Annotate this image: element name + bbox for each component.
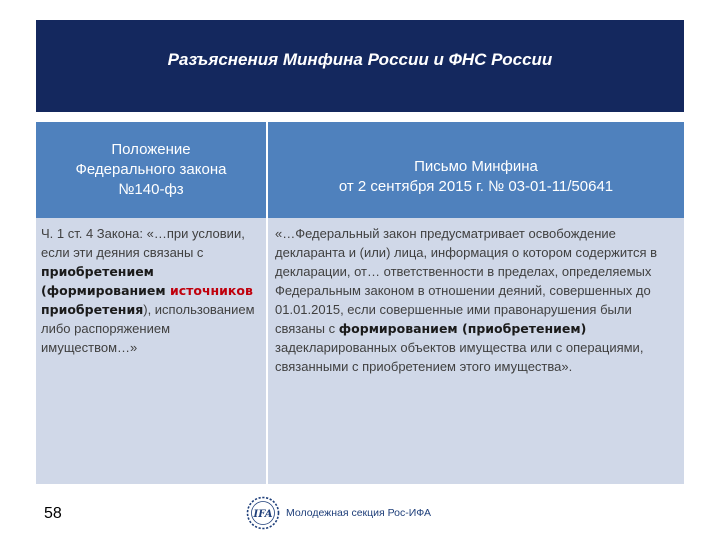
law-text-bold2: приобретения [41, 302, 144, 317]
slide-title: Разъяснения Минфина России и ФНС России [167, 50, 553, 69]
letter-header-line2: от 2 сентября 2015 г. № 03-01-11/50641 [338, 178, 614, 195]
organization-name: Молодежная секция Рос-ИФА [286, 507, 432, 519]
page-number: 58 [44, 505, 62, 522]
letter-text-bold: формированием (приобретением) [338, 321, 587, 336]
table-header-letter [268, 122, 684, 218]
letter-header-line1: Письмо Минфина [414, 158, 538, 175]
law-header-line2: Федерального закона [75, 161, 227, 178]
law-text-bold1: приобретением (формированием [41, 264, 170, 298]
letter-text-part2: задекларированных объектов имущества или с операциями, связанными с приобретением этого имущества». [275, 340, 644, 374]
letter-text-part1: «…Федеральный закон предусматривает освобождение декларанта и (или) лица, информация о котором содержится в декларации, от… ответственности в пределах, определяемых Федеральным законом в отношении деяний, совершенных до 01.01.2015, если совершенные ими правонарушения были связаны с [275, 226, 658, 336]
law-header-line1: Положение [111, 141, 191, 158]
law-text-part1: Ч. 1 ст. 4 Закона: «…при условии, если эти деяния связаны с [41, 226, 245, 260]
ifa-logo-text: IFA [253, 509, 273, 520]
law-header-line3: №140-фз [118, 181, 184, 198]
comparison-table [36, 122, 684, 484]
ifa-logo-icon [246, 496, 280, 530]
slide-header [36, 20, 684, 112]
law-text-red: источников [169, 283, 253, 298]
law-text-part2: ), использованием либо распоряжением имуществом…» [41, 302, 255, 355]
letter-text-cell [268, 218, 684, 484]
footer-branding [246, 496, 431, 530]
law-text-cell [36, 218, 268, 484]
table-header-law [36, 122, 268, 218]
